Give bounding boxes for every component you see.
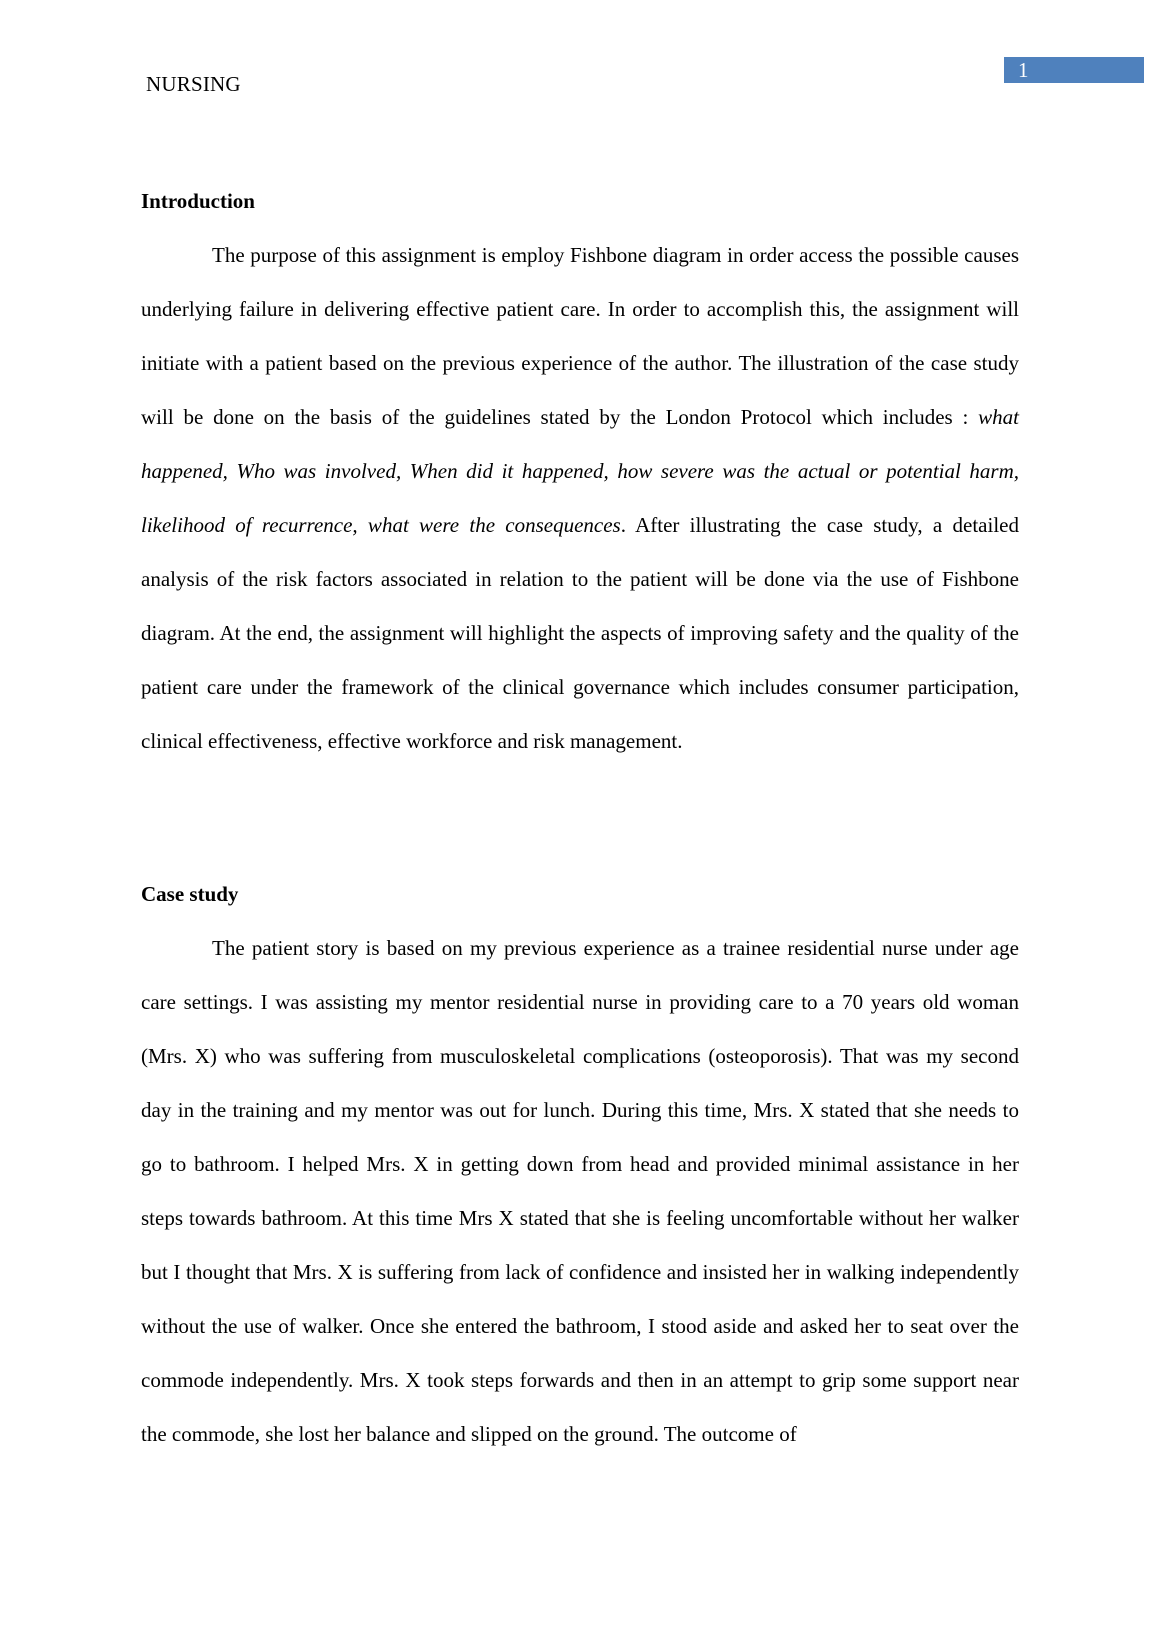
introduction-text-rest: . After illustrating the case study, a detailed analysis of the risk factors associated in relation to the patient will be done via the use of Fishbone diagram. At the end, the assignment will highlight the aspects of improving safety and the quality of the patient care under the framework of the clinical governance which includes consumer participation, clinical effectiveness, effective workforce and risk management. xyxy=(141,513,1019,753)
case-study-paragraph: The patient story is based on my previous experience as a trainee residential nurse under age care settings. I was assisting my mentor residential nurse in providing care to a 70 years old woman (Mrs. X) who was suffering from musculoskeletal complications (osteoporosis). That was my second day in the training and my mentor was out for lunch. During this time, Mrs. X stated that she needs to go to bathroom. I helped Mrs. X in getting down from head and provided minimal assistance in her steps towards bathroom. At this time Mrs X stated that she is feeling uncomfortable without her walker but I thought that Mrs. X is suffering from lack of confidence and insisted her in walking independently without the use of walker. Once she entered the bathroom, I stood aside and asked her to seat over the commode independently. Mrs. X took steps forwards and then in an attempt to grip some support near the commode, she lost her balance and slipped on the ground. The outcome of xyxy=(141,936,1019,1446)
introduction-paragraph xyxy=(141,228,1019,768)
introduction-italic-text: what happened, Who was involved, When did it happened, how severe was the actual or potential harm, likelihood of recurrence, what were the consequences xyxy=(141,405,1019,537)
page-number-badge: 1 xyxy=(1004,57,1144,83)
section-introduction xyxy=(141,187,1019,768)
header-title: NURSING xyxy=(146,72,241,96)
section-case-study xyxy=(141,880,1019,1461)
introduction-text: The purpose of this assignment is employ Fishbone diagram in order access the possible causes underlying failure in delivering effective patient care. In order to accomplish this, the assignment will initiate with a patient based on the previous experience of the author. The illustration of the case study will be done on the basis of the guidelines stated by the London Protocol which includes : xyxy=(141,243,1019,429)
case-study-heading: Case study xyxy=(141,882,239,906)
introduction-heading: Introduction xyxy=(141,189,255,213)
